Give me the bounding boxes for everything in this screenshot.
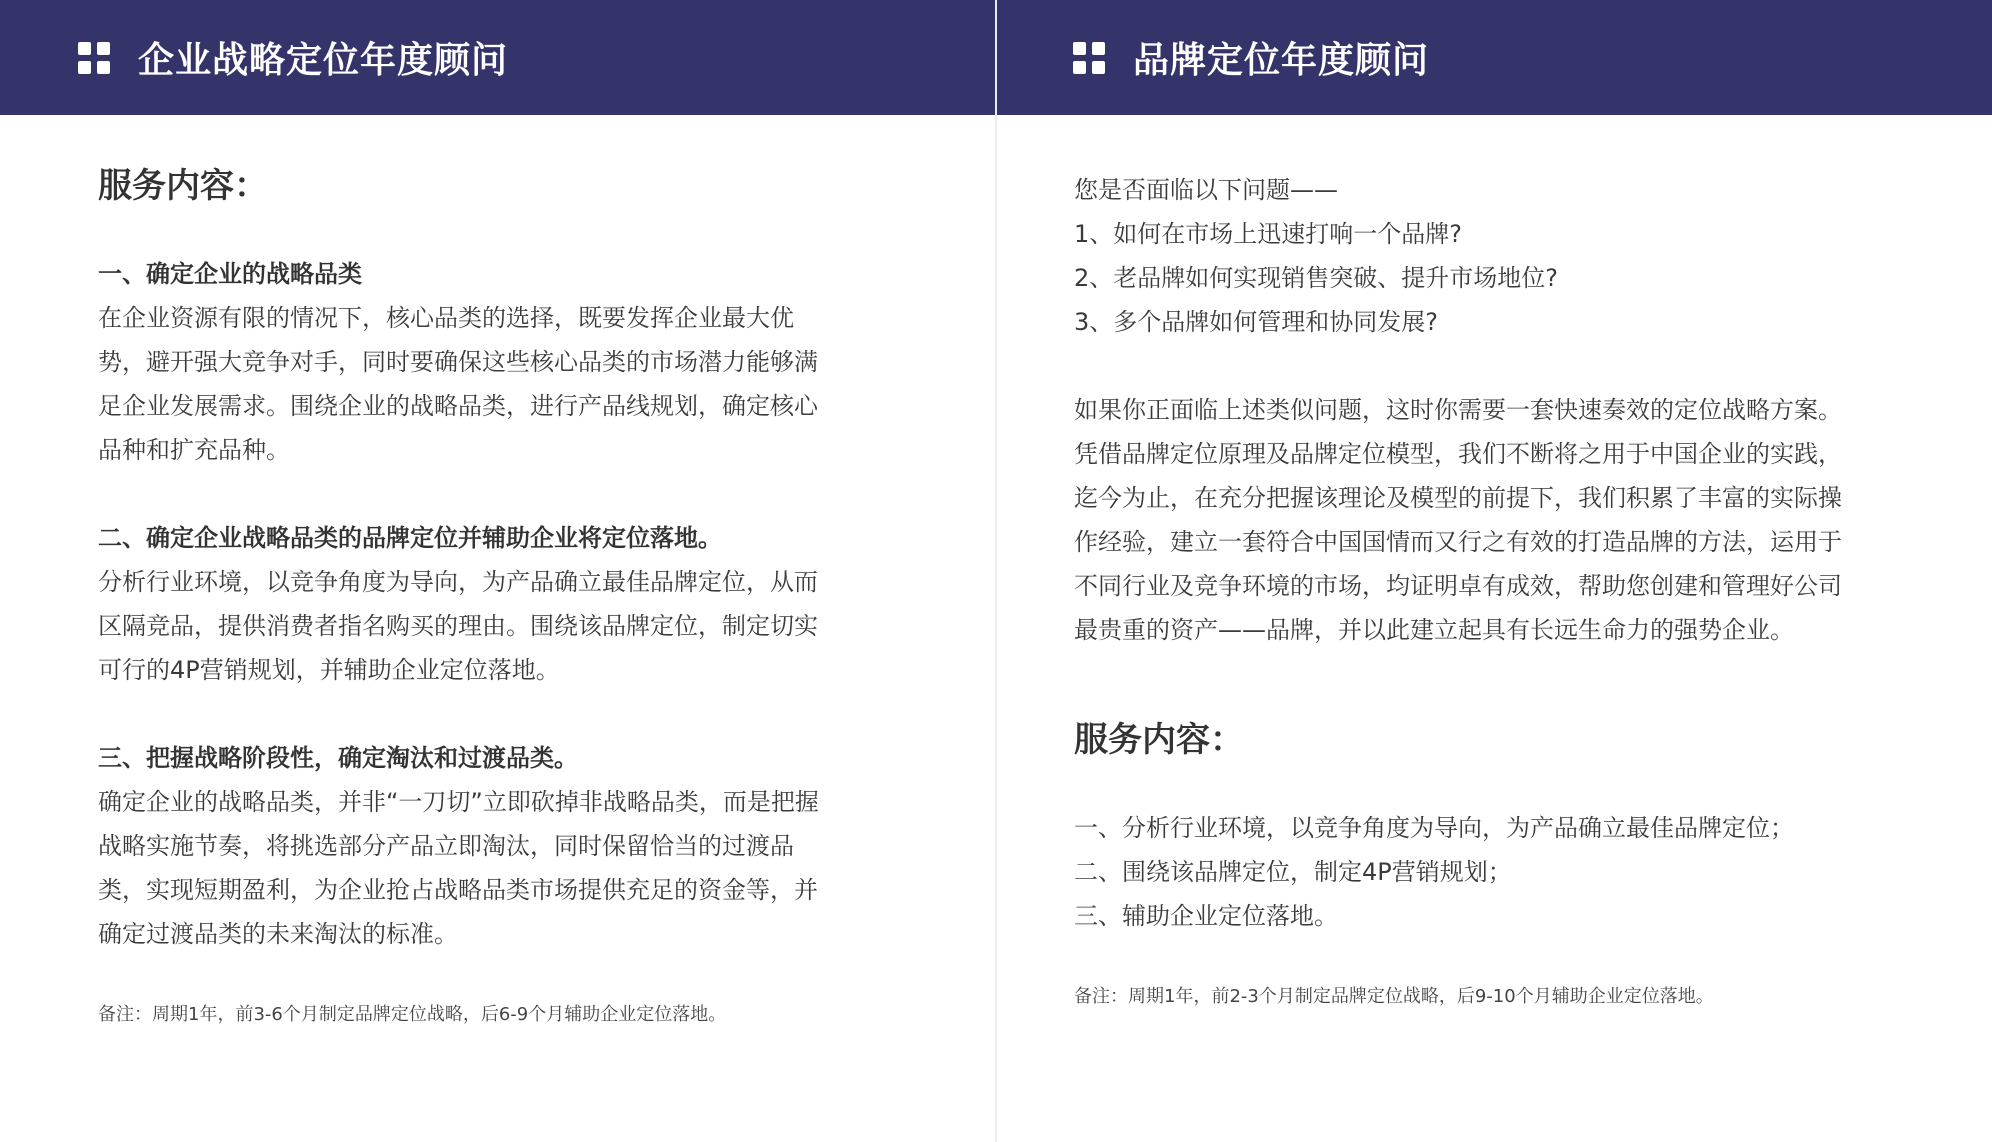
body-line: 作经验，建立一套符合中国国情而又行之有效的打造品牌的方法，运用于 (1074, 528, 1842, 556)
body-line: 区隔竞品，提供消费者指名购买的理由。围绕该品牌定位，制定切实 (98, 612, 818, 640)
body-line: 品种和扩充品种。 (98, 436, 290, 464)
service-item-1 (98, 252, 915, 472)
service-item-body (98, 560, 915, 692)
question-line: 3、多个品牌如何管理和协同发展? (1074, 308, 1439, 336)
body-line: 如果你正面临上述类似问题，这时你需要一套快速奏效的定位战略方案。 (1074, 396, 1842, 424)
question-line: 1、如何在市场上迅速打响一个品牌? (1074, 220, 1463, 248)
service-item-heading: 一、确定企业的战略品类 (98, 260, 362, 288)
service-line: 三、辅助企业定位落地。 (1074, 902, 1338, 930)
left-section-title: 服务内容： (98, 166, 268, 206)
right-note: 备注：周期1年，前2-3个月制定品牌定位战略，后9-10个月辅助企业定位落地。 (1074, 986, 1714, 1007)
left-note: 备注：周期1年，前3-6个月制定品牌定位战略，后6-9个月辅助企业定位落地。 (98, 1004, 727, 1025)
body-line: 类，实现短期盈利，为企业抢占战略品类市场提供充足的资金等，并 (98, 876, 818, 904)
service-item-body (98, 780, 915, 956)
question-line: 2、老品牌如何实现销售突破、提升市场地位? (1074, 264, 1559, 292)
body-line: 最贵重的资产——品牌，并以此建立起具有长远生命力的强势企业。 (1074, 616, 1794, 644)
right-section-title: 服务内容： (1074, 720, 1244, 760)
right-panel (997, 0, 1992, 1142)
body-line: 分析行业环境，以竞争角度为导向，为产品确立最佳品牌定位，从而 (98, 568, 818, 596)
right-content (1074, 115, 1916, 1012)
service-item-heading: 三、把握战略阶段性，确定淘汰和过渡品类。 (98, 744, 578, 772)
body-line: 势，避开强大竞争对手，同时要确保这些核心品类的市场潜力能够满 (98, 348, 818, 376)
left-panel (0, 0, 995, 1142)
body-line: 确定过渡品类的未来淘汰的标准。 (98, 920, 458, 948)
body-line: 凭借品牌定位原理及品牌定位模型，我们不断将之用于中国企业的实践， (1074, 440, 1842, 468)
left-header-title: 企业战略定位年度顾问 (138, 40, 509, 81)
body-line: 迄今为止，在充分把握该理论及模型的前提下，我们积累了丰富的实际操 (1074, 484, 1842, 512)
service-item-body (98, 296, 915, 472)
body-line: 足企业发展需求。围绕企业的战略品类，进行产品线规划，确定核心 (98, 392, 818, 420)
right-header (997, 0, 1992, 115)
grid-icon (1073, 42, 1105, 74)
service-item-heading: 二、确定企业战略品类的品牌定位并辅助企业将定位落地。 (98, 524, 722, 552)
service-line: 一、分析行业环境，以竞争角度为导向，为产品确立最佳品牌定位； (1074, 814, 1794, 842)
body-line: 战略实施节奏，将挑选部分产品立即淘汰，同时保留恰当的过渡品 (98, 832, 794, 860)
grid-icon (78, 42, 110, 74)
body-line: 确定企业的战略品类，并非“一刀切”立即砍掉非战略品类，而是把握 (98, 788, 819, 816)
left-header (0, 0, 995, 115)
service-item-2 (98, 516, 915, 692)
service-list (1074, 806, 1916, 938)
question-line: 您是否面临以下问题—— (1074, 176, 1338, 204)
service-item-3 (98, 736, 915, 956)
left-content (98, 115, 915, 1030)
service-line: 二、围绕该品牌定位，制定4P营销规划； (1074, 858, 1512, 886)
question-list (1074, 168, 1916, 344)
body-line: 在企业资源有限的情况下，核心品类的选择，既要发挥企业最大优 (98, 304, 794, 332)
body-line: 不同行业及竞争环境的市场，均证明卓有成效，帮助您创建和管理好公司 (1074, 572, 1842, 600)
right-header-title: 品牌定位年度顾问 (1133, 40, 1430, 81)
intro-paragraph (1074, 388, 1916, 652)
body-line: 可行的4P营销规划，并辅助企业定位落地。 (98, 656, 560, 684)
